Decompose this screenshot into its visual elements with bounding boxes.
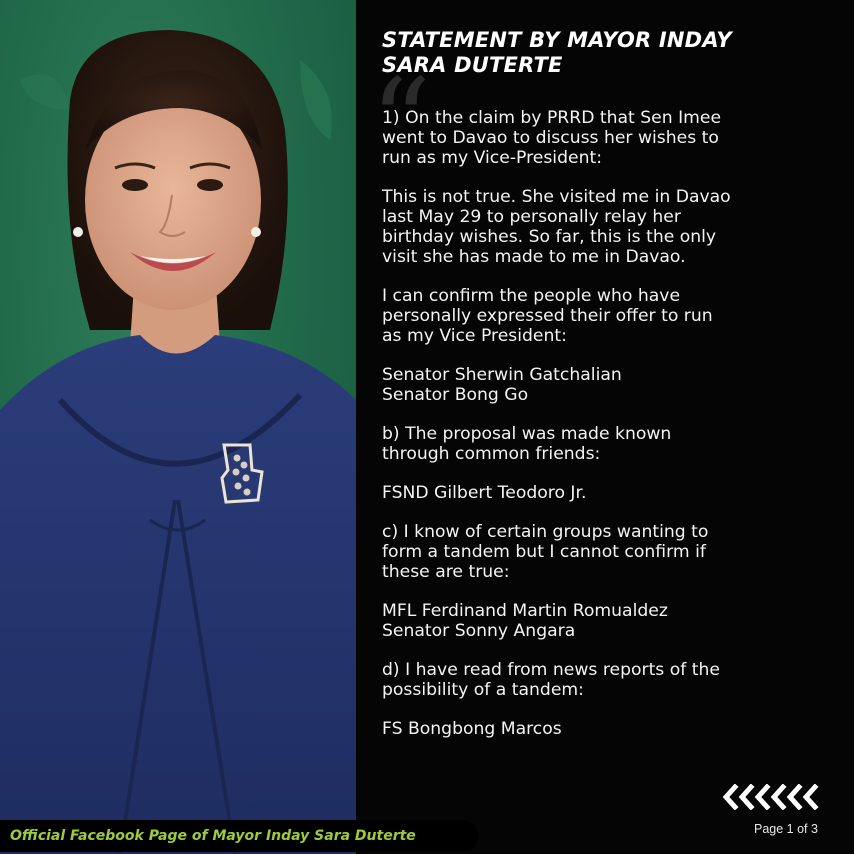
statement-paragraph <box>382 424 842 464</box>
statement-line: Senator Sonny Angara <box>382 621 576 641</box>
statement-line: visit she has made to me in Davao. <box>382 247 686 267</box>
quote-mark-icon: “ <box>370 54 432 193</box>
statement-line: personally expressed their offer to run <box>382 306 713 326</box>
statement-line: these are true: <box>382 562 510 582</box>
statement-paragraph <box>382 660 842 700</box>
statement-paragraph <box>382 187 842 267</box>
portrait-illustration <box>0 0 356 854</box>
statement-paragraph <box>382 483 842 503</box>
statement-paragraph <box>382 719 842 739</box>
statement-line: I can confirm the people who have <box>382 286 681 306</box>
statement-line: possibility of a tandem: <box>382 680 584 700</box>
statement-panel <box>356 0 854 854</box>
title-line: STATEMENT BY MAYOR INDAY <box>382 28 732 52</box>
statement-paragraph <box>382 108 842 168</box>
statement-line: through common friends: <box>382 444 601 464</box>
page-indicator: Page 1 of 3 <box>754 822 818 836</box>
statement-line: c) I know of certain groups wanting to <box>382 522 709 542</box>
statement-line: run as my Vice-President: <box>382 148 602 168</box>
statement-line: FS Bongbong Marcos <box>382 719 562 739</box>
statement-line: last May 29 to personally relay her <box>382 207 681 227</box>
statement-line: form a tandem but I cannot confirm if <box>382 542 706 562</box>
statement-body <box>382 108 842 758</box>
statement-paragraph <box>382 365 842 405</box>
statement-title <box>382 28 832 78</box>
statement-line: This is not true. She visited me in Davao <box>382 187 731 207</box>
statement-line: FSND Gilbert Teodoro Jr. <box>382 483 587 503</box>
statement-line: birthday wishes. So far, this is the only <box>382 227 717 247</box>
statement-line: Senator Sherwin Gatchalian <box>382 365 622 385</box>
statement-line: 1) On the claim by PRRD that Sen Imee <box>382 108 722 128</box>
statement-line: d) I have read from news reports of the <box>382 660 720 680</box>
statement-line: Senator Bong Go <box>382 385 529 405</box>
statement-line: went to Davao to discuss her wishes to <box>382 128 719 148</box>
title-line: SARA DUTERTE <box>382 53 563 77</box>
source-label: Official Facebook Page of Mayor Inday Sara Duterte <box>0 820 478 852</box>
statement-paragraph <box>382 522 842 582</box>
statement-line: MFL Ferdinand Martin Romualdez <box>382 601 668 621</box>
statement-line: as my Vice President: <box>382 326 567 346</box>
chevron-left-multi-icon[interactable] <box>721 784 821 810</box>
statement-line: b) The proposal was made known <box>382 424 672 444</box>
statement-paragraph <box>382 601 842 641</box>
statement-paragraph <box>382 286 842 346</box>
portrait-panel <box>0 0 356 854</box>
